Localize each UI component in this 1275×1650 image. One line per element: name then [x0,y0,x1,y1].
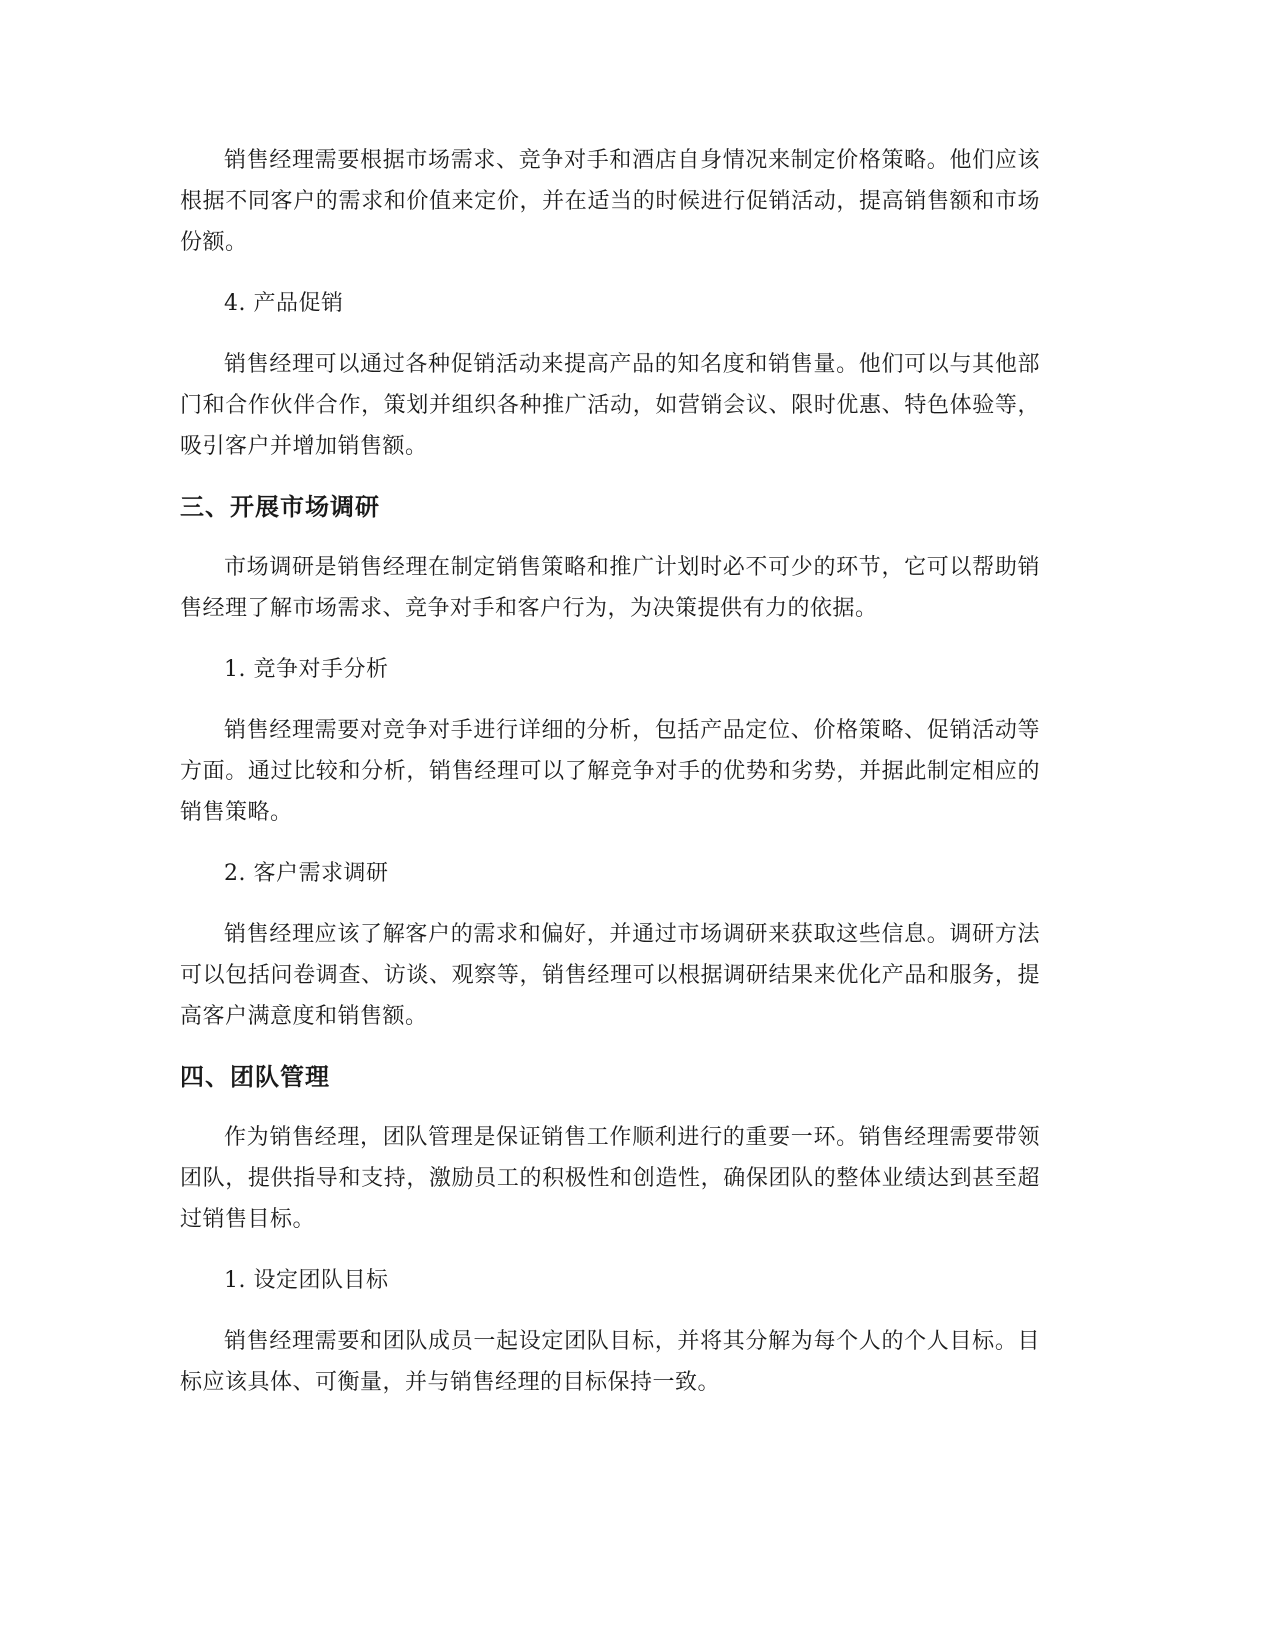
paragraph-pricing-strategy: 销售经理需要根据市场需求、竞争对手和酒店自身情况来制定价格策略。他们应该根据不同客户的需求和价值来定价，并在适当的时候进行促销活动，提高销售额和市场份额。 [180,148,1040,255]
subheading-team-goals: 1. 设定团队目标 [224,1268,389,1293]
document-page [180,140,1040,1423]
paragraph-team-management-intro: 作为销售经理，团队管理是保证销售工作顺利进行的重要一环。销售经理需要带领团队，提供指导和支持，激励员工的积极性和创造性，确保团队的整体业绩达到甚至超过销售目标。 [180,1125,1040,1232]
paragraph-customer-research: 销售经理应该了解客户的需求和偏好，并通过市场调研来获取这些信息。调研方法可以包括问卷调查、访谈、观察等，销售经理可以根据调研结果来优化产品和服务，提高客户满意度和销售额。 [180,922,1040,1029]
section-heading-team-management: 四、团队管理 [180,1063,330,1091]
section-heading-market-research: 三、开展市场调研 [180,493,380,521]
paragraph-competitor-analysis: 销售经理需要对竞争对手进行详细的分析，包括产品定位、价格策略、促销活动等方面。通过比较和分析，销售经理可以了解竞争对手的优势和劣势，并据此制定相应的销售策略。 [180,718,1040,825]
paragraph-product-promotion: 销售经理可以通过各种促销活动来提高产品的知名度和销售量。他们可以与其他部门和合作伙伴合作，策划并组织各种推广活动，如营销会议、限时优惠、特色体验等，吸引客户并增加销售额。 [180,352,1040,459]
paragraph-market-research-intro: 市场调研是销售经理在制定销售策略和推广计划时必不可少的环节，它可以帮助销售经理了解市场需求、竞争对手和客户行为，为决策提供有力的依据。 [180,555,1040,621]
paragraph-team-goals: 销售经理需要和团队成员一起设定团队目标，并将其分解为每个人的个人目标。目标应该具体、可衡量，并与销售经理的目标保持一致。 [180,1329,1040,1395]
subheading-product-promotion: 4. 产品促销 [224,291,344,316]
subheading-competitor-analysis: 1. 竞争对手分析 [224,657,389,682]
subheading-customer-research: 2. 客户需求调研 [224,861,389,886]
